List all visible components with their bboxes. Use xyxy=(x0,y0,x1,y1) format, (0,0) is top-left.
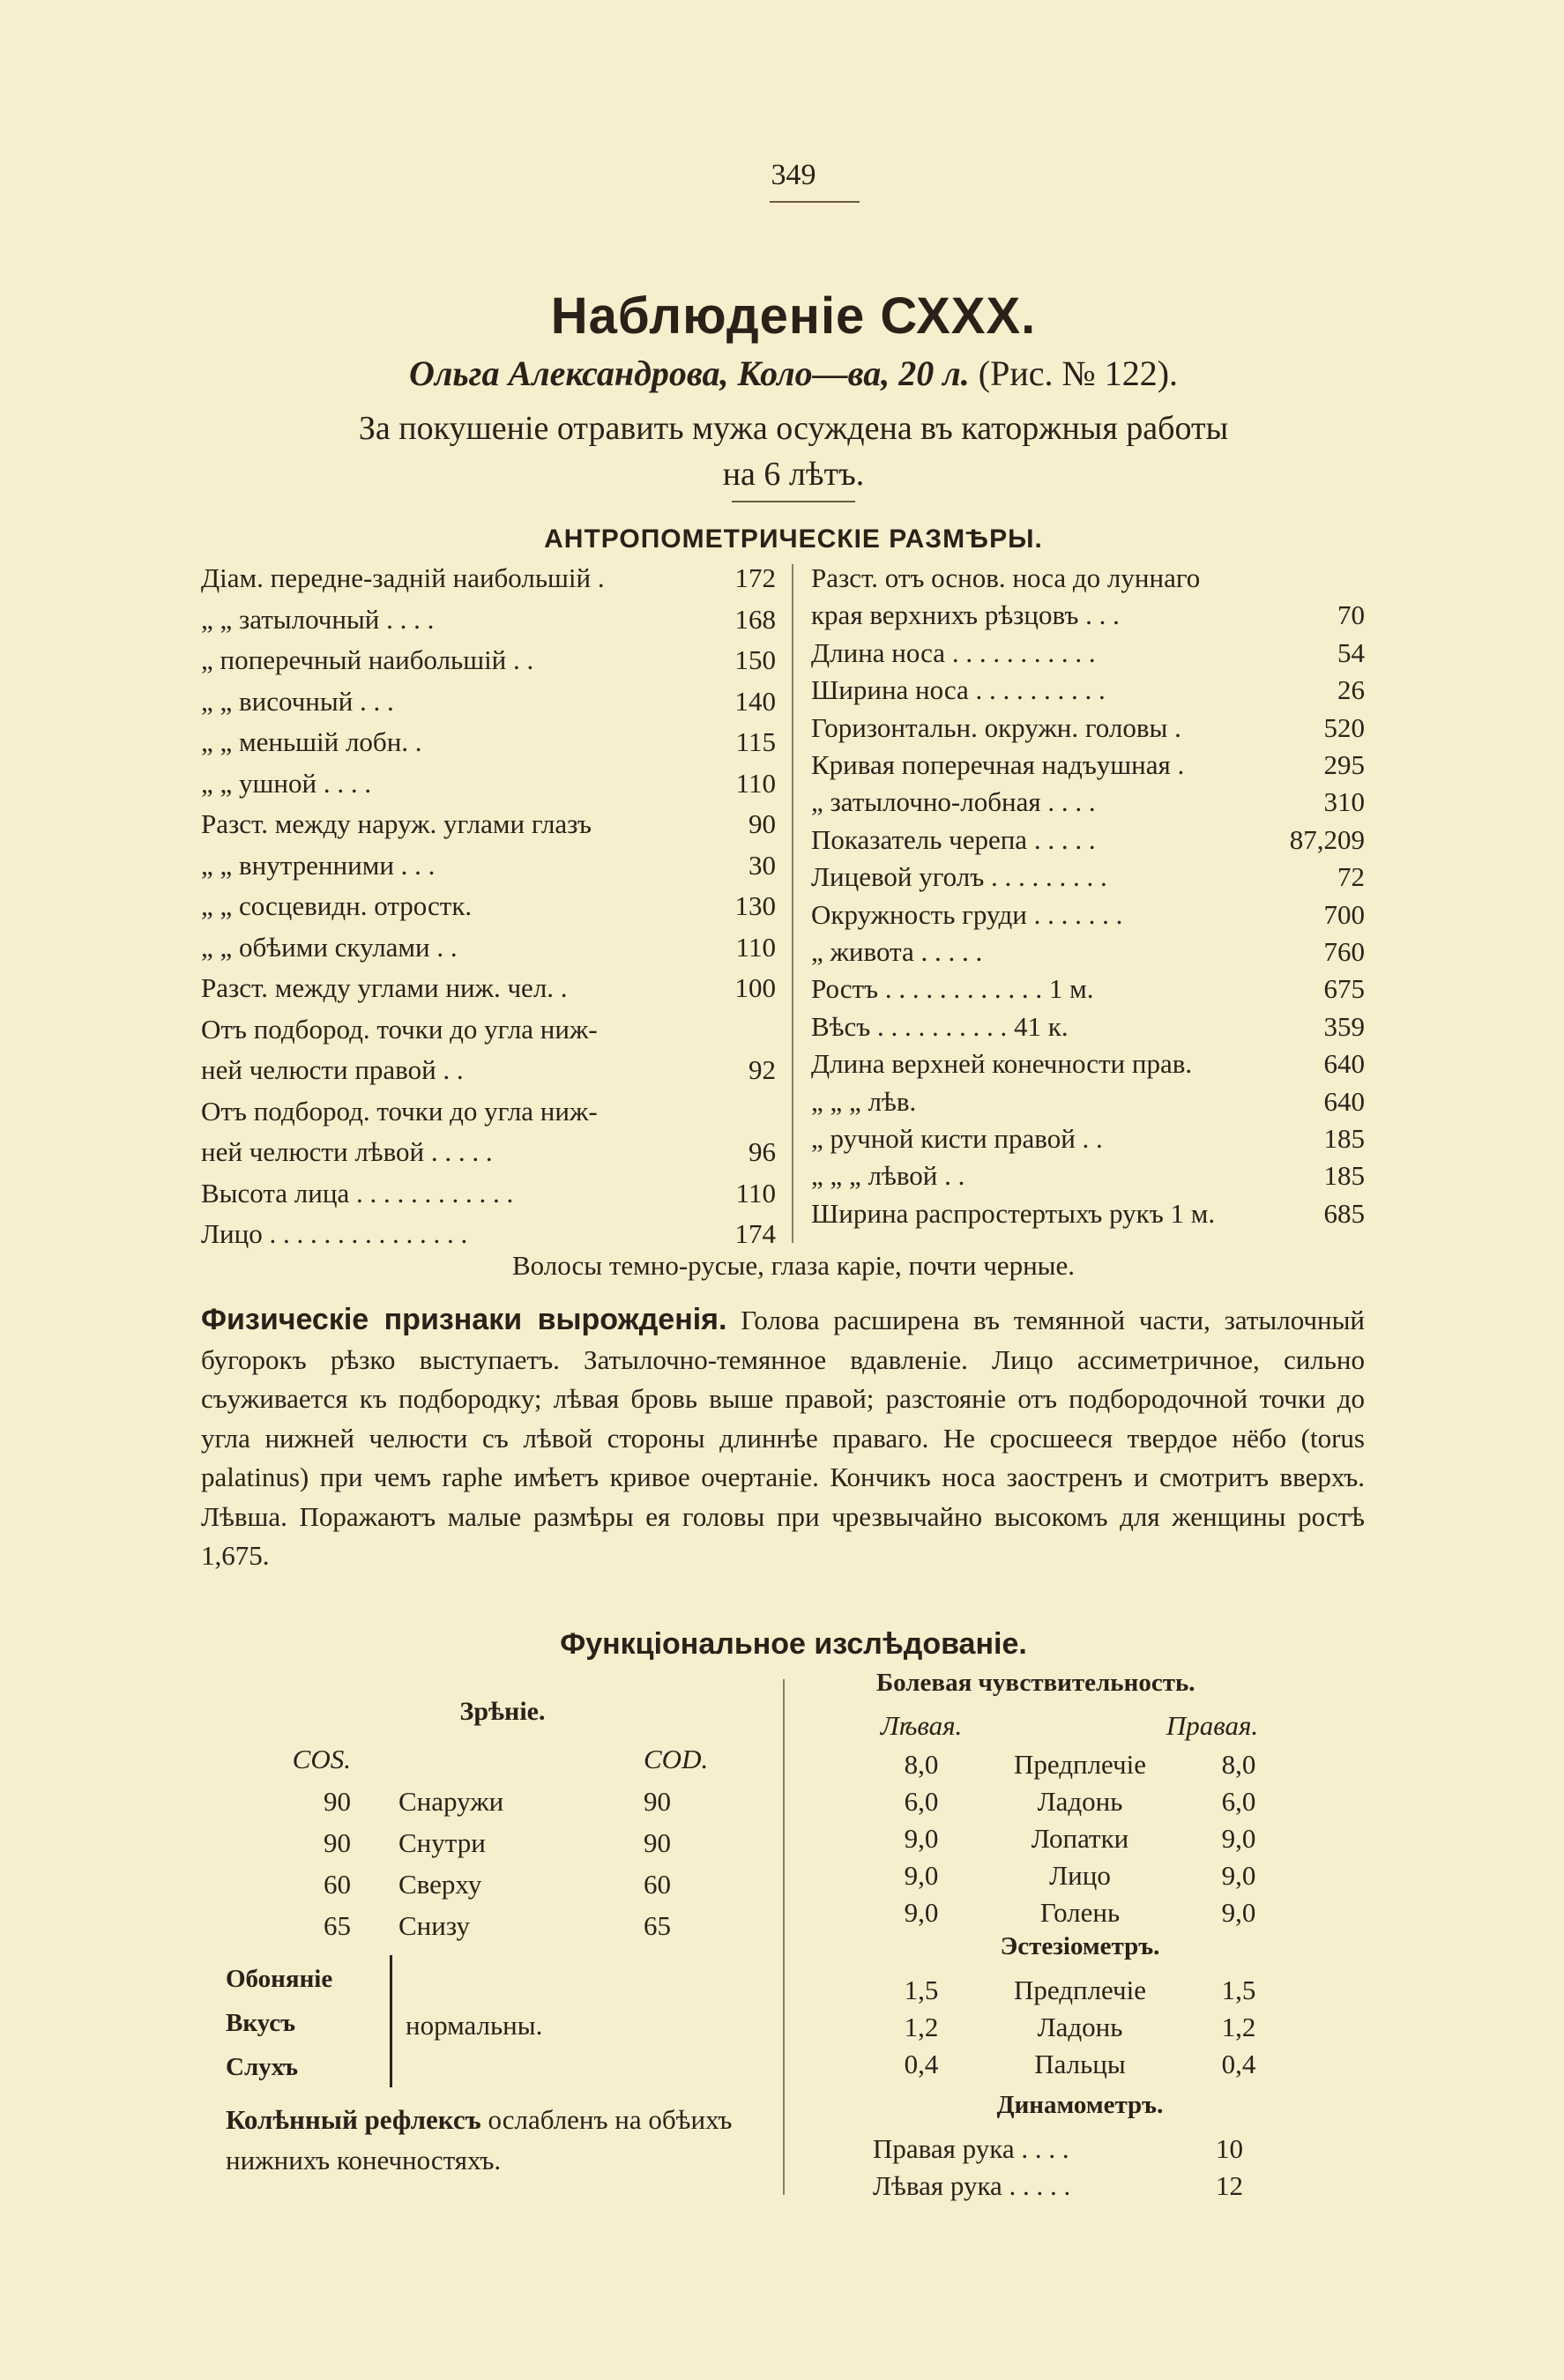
measurement-label: края верхнихъ рѣзцовъ . . . xyxy=(811,599,1120,631)
measurement-label: Длина верхней конечности прав. xyxy=(811,1048,1193,1080)
left-value: 0,4 xyxy=(904,2049,939,2079)
esthesiometer-heading: Эстезіометръ. xyxy=(1000,1932,1160,1960)
measurement-label: „ „ меньшій лобн. . xyxy=(201,726,422,757)
subject-name: Ольга Александрова, Коло—ва, 20 л. xyxy=(408,353,970,393)
body-part: Ладонь xyxy=(1037,1786,1123,1817)
measurement-value: 115 xyxy=(735,726,776,757)
page-number-rule xyxy=(770,201,860,203)
sense-taste: Вкусъ xyxy=(226,2009,296,2037)
subject-line xyxy=(0,353,1564,394)
measurement-value: 92 xyxy=(748,1054,776,1085)
sense-hearing: Слухъ xyxy=(226,2053,299,2081)
body-part: Предплечіе xyxy=(1013,1749,1147,1780)
measurement-value: 185 xyxy=(1323,1160,1365,1192)
esthesiometer-row xyxy=(873,2049,1287,2084)
observation-title: Наблюденіе СХХХ. xyxy=(550,287,1037,345)
vision-left-value: 60 xyxy=(324,1869,351,1900)
pain-side-headers xyxy=(873,1710,1287,1745)
hand-value: 10 xyxy=(1216,2133,1243,2164)
measurement-row xyxy=(811,1123,1365,1160)
measurement-value: 640 xyxy=(1323,1085,1365,1117)
measurement-label: Окружность груди . . . . . . . xyxy=(811,898,1123,930)
column-divider-lower xyxy=(783,1679,785,2195)
right-value: 9,0 xyxy=(1221,1897,1256,1928)
measurement-row xyxy=(811,936,1365,973)
measurement-row xyxy=(201,850,776,891)
measurement-label: „ затылочно-лобная . . . . xyxy=(811,786,1096,818)
measurement-row xyxy=(811,749,1365,786)
hand-label: Лѣвая рука . . . . . xyxy=(873,2170,1071,2201)
physical-signs-text: Голова расширена въ темянной части, затылочный бугорокъ рѣзко выступаетъ. Затылочно-темянное вдавленіе. Лицо ассиметричное, сильно съуживается къ подбородку; лѣвая бровь выше правой; разстояніе отъ подбородочной точки до угла нижней челюсти съ лѣвой стороны длиннѣе праваго. Не сросшееся твердое нёбо (torus palatinus) при чемъ raphe имѣетъ кривое очертаніе. Кончикъ носа заостренъ и смотритъ вверхъ. Лѣвша. Поражаютъ малые размѣры ея головы при чрезвычайно высокомъ для женщины ростѣ 1,675. xyxy=(201,1305,1365,1571)
measurement-row xyxy=(201,1014,776,1055)
body-part: Пальцы xyxy=(1034,2049,1126,2079)
measurement-label: Діам. передне-задній наибольшій . xyxy=(201,562,605,593)
measurement-label: „ ручной кисти правой . . xyxy=(811,1123,1103,1154)
measurement-row xyxy=(201,1096,776,1137)
vision-direction: Снизу xyxy=(398,1910,470,1941)
column-divider xyxy=(792,564,793,1243)
measurement-row xyxy=(811,562,1365,599)
measurement-row xyxy=(201,972,776,1014)
measurement-label: „ „ ушной . . . . xyxy=(201,767,372,799)
left-side-label: Лѣвая. xyxy=(880,1710,963,1741)
vision-direction: Снутри xyxy=(398,1827,486,1858)
measurement-label: Горизонтальн. окружн. головы . xyxy=(811,711,1181,743)
knee-reflex-note xyxy=(226,2100,772,2181)
vision-right-value: 60 xyxy=(644,1869,671,1900)
measurement-row xyxy=(811,973,1365,1010)
measurement-label: Лицевой уголъ . . . . . . . . . xyxy=(811,861,1107,893)
knee-reflex-label: Колѣнный рефлексъ xyxy=(226,2104,481,2135)
right-value: 1,5 xyxy=(1221,1975,1256,2005)
sentence-text xyxy=(220,405,1367,497)
measurement-row xyxy=(201,562,776,604)
measurement-value: 110 xyxy=(735,931,776,963)
measurement-value: 640 xyxy=(1323,1048,1365,1080)
measurement-value: 140 xyxy=(734,685,776,717)
measurement-label: Отъ подбород. точки до угла ниж- xyxy=(201,1095,598,1127)
measurement-row xyxy=(811,824,1365,861)
vision-col-right: COD. xyxy=(644,1744,709,1774)
measurement-label: Показатель черепа . . . . . xyxy=(811,823,1096,855)
measurement-row xyxy=(811,599,1365,636)
right-side-label: Правая. xyxy=(1166,1710,1259,1741)
measurement-row xyxy=(201,1178,776,1219)
measurement-row xyxy=(811,674,1365,711)
measurement-label: ней челюсти лѣвой . . . . . xyxy=(201,1136,493,1167)
right-value: 8,0 xyxy=(1221,1749,1256,1780)
page-number: 349 xyxy=(771,159,816,191)
vision-direction: Снаружи xyxy=(398,1786,504,1817)
sense-smell: Обоняніе xyxy=(226,1965,333,1993)
measurement-value: 174 xyxy=(734,1218,776,1249)
measurement-label: „ „ „ лѣв. xyxy=(811,1085,917,1117)
hand-value: 12 xyxy=(1216,2170,1243,2201)
right-value: 1,2 xyxy=(1221,2012,1256,2042)
sensitivity-row xyxy=(873,1786,1287,1821)
measurement-value: 26 xyxy=(1337,674,1365,706)
dynamometer-row xyxy=(873,2170,1243,2205)
measurement-label: „ „ затылочный . . . . xyxy=(201,603,435,635)
measurement-label: Разст. между наруж. углами глазъ xyxy=(201,808,592,839)
left-value: 1,5 xyxy=(904,1975,939,2005)
sentence-line-2: на 6 лѣтъ. xyxy=(722,456,865,493)
right-value: 0,4 xyxy=(1221,2049,1256,2079)
measurement-value: 185 xyxy=(1323,1123,1365,1154)
measurement-label: „ „ обѣими скулами . . xyxy=(201,931,458,963)
dynamometer-heading: Динамометръ. xyxy=(996,2091,1164,2119)
measurement-row xyxy=(811,637,1365,674)
measurement-value: 760 xyxy=(1323,936,1365,967)
sensitivity-row xyxy=(873,1897,1287,1932)
measurement-row xyxy=(811,899,1365,936)
measurement-label: Высота лица . . . . . . . . . . . . xyxy=(201,1177,514,1209)
brace-mark xyxy=(390,1955,403,2087)
vision-header-row xyxy=(264,1744,723,1782)
measurement-row xyxy=(201,1054,776,1096)
right-value: 9,0 xyxy=(1221,1823,1256,1854)
sensitivity-row xyxy=(873,1860,1287,1895)
measurement-value: 54 xyxy=(1337,636,1365,668)
vision-direction: Сверху xyxy=(398,1869,482,1900)
vision-right-value: 90 xyxy=(644,1786,671,1817)
measurement-label: Ширина распростертыхъ рукъ 1 м. xyxy=(811,1197,1216,1229)
measurement-row xyxy=(201,1136,776,1178)
body-part: Ладонь xyxy=(1037,2012,1123,2042)
left-value: 9,0 xyxy=(904,1897,939,1928)
vision-left-value: 65 xyxy=(324,1910,351,1941)
body-part: Лицо xyxy=(1049,1860,1111,1891)
vision-row xyxy=(264,1910,723,1949)
measurement-value: 310 xyxy=(1323,786,1365,818)
measurement-value: 150 xyxy=(734,644,776,675)
sensitivity-row xyxy=(873,1823,1287,1858)
subject-figure-ref: (Рис. № 122). xyxy=(978,353,1179,393)
body-part: Голень xyxy=(1039,1897,1121,1928)
measurement-label: Кривая поперечная надъушная . xyxy=(811,749,1185,780)
measurement-row xyxy=(811,712,1365,749)
measurement-label: Разст. отъ основ. носа до луннаго xyxy=(811,562,1201,593)
measurement-value: 130 xyxy=(734,890,776,921)
measurement-value: 87,209 xyxy=(1289,823,1365,855)
vision-left-value: 90 xyxy=(324,1786,351,1817)
measurement-row xyxy=(811,1086,1365,1123)
hair-eyes-note: Волосы темно-русые, глаза каріе, почти черные. xyxy=(511,1250,1075,1281)
measurement-label: Ширина носа . . . . . . . . . . xyxy=(811,674,1106,706)
dynamometer-row xyxy=(873,2133,1243,2168)
measurement-label: Вѣсъ . . . . . . . . . . 41 к. xyxy=(811,1010,1069,1042)
vision-heading: Зрѣніе. xyxy=(459,1697,546,1726)
measurement-row xyxy=(201,726,776,768)
physical-signs-paragraph xyxy=(201,1300,1365,1576)
measurement-value: 295 xyxy=(1323,749,1365,780)
measurement-row xyxy=(201,644,776,686)
measurement-value: 110 xyxy=(735,1177,776,1209)
measurement-value: 72 xyxy=(1337,861,1365,893)
section-rule xyxy=(732,501,855,502)
measurement-row xyxy=(201,604,776,645)
measurement-label: Лицо . . . . . . . . . . . . . . . xyxy=(201,1218,468,1249)
sentence-line-1: За покушеніе отравить мужа осуждена въ каторжныя работы xyxy=(358,410,1229,447)
measurement-value: 685 xyxy=(1323,1197,1365,1229)
left-value: 6,0 xyxy=(904,1786,939,1817)
measurement-label: „ „ „ лѣвой . . xyxy=(811,1160,965,1192)
vision-right-value: 65 xyxy=(644,1910,671,1941)
measurement-label: „ живота . . . . . xyxy=(811,936,983,967)
esthesiometer-row xyxy=(873,1975,1287,2010)
functional-heading: Функціональное изслѣдованіе. xyxy=(560,1627,1027,1661)
hand-label: Правая рука . . . . xyxy=(873,2133,1069,2164)
measurement-value: 110 xyxy=(735,767,776,799)
measurement-value: 30 xyxy=(748,849,776,881)
measurement-label: „ „ внутренними . . . xyxy=(201,849,436,881)
vision-right-value: 90 xyxy=(644,1827,671,1858)
measurement-row xyxy=(201,686,776,727)
pain-sensitivity-heading: Болевая чувствительность. xyxy=(876,1669,1195,1697)
measurement-label: ней челюсти правой . . xyxy=(201,1054,464,1085)
measurement-row xyxy=(201,768,776,809)
measurement-row xyxy=(811,861,1365,898)
senses-result: нормальны. xyxy=(406,2010,543,2041)
left-value: 1,2 xyxy=(904,2012,939,2042)
measurement-value: 172 xyxy=(734,562,776,593)
vision-left-value: 90 xyxy=(324,1827,351,1858)
measurement-row xyxy=(201,890,776,932)
measurement-value: 96 xyxy=(748,1136,776,1167)
measurement-row xyxy=(201,808,776,850)
measurement-row xyxy=(811,1160,1365,1197)
measurement-label: „ „ сосцевидн. отростк. xyxy=(201,890,473,921)
body-part: Лопатки xyxy=(1031,1823,1129,1854)
measurement-value: 100 xyxy=(734,972,776,1003)
sensitivity-row xyxy=(873,1749,1287,1784)
measurement-row xyxy=(811,786,1365,823)
measurement-row xyxy=(201,932,776,973)
measurement-label: Ростъ . . . . . . . . . . . . 1 м. xyxy=(811,973,1094,1005)
vision-row xyxy=(264,1786,723,1825)
measurement-value: 70 xyxy=(1337,599,1365,631)
senses-list xyxy=(226,1957,332,2089)
measurement-value: 90 xyxy=(748,808,776,839)
left-value: 9,0 xyxy=(904,1823,939,1854)
measurement-label: Разст. между углами ниж. чел. . xyxy=(201,972,568,1003)
measurement-value: 520 xyxy=(1323,711,1365,743)
measurement-value: 700 xyxy=(1323,898,1365,930)
vision-row xyxy=(264,1869,723,1908)
vision-row xyxy=(264,1827,723,1866)
body-part: Предплечіе xyxy=(1013,1975,1147,2005)
right-value: 6,0 xyxy=(1221,1786,1256,1817)
measurement-row xyxy=(811,1048,1365,1085)
knee-reflex-text: ослабленъ на обѣихъ нижнихъ конечностяхъ. xyxy=(226,2104,733,2175)
measurement-label: „ поперечный наибольшій . . xyxy=(201,644,534,675)
right-value: 9,0 xyxy=(1221,1860,1256,1891)
measurement-label: Длина носа . . . . . . . . . . . xyxy=(811,636,1096,668)
physical-signs-heading: Физическіе признаки вырожденія. xyxy=(201,1303,727,1336)
measurement-value: 359 xyxy=(1323,1010,1365,1042)
measurement-label: „ „ височный . . . xyxy=(201,685,394,717)
measurement-value: 675 xyxy=(1323,973,1365,1005)
measurement-label: Отъ подбород. точки до угла ниж- xyxy=(201,1013,598,1045)
left-value: 8,0 xyxy=(904,1749,939,1780)
measurement-value: 168 xyxy=(734,603,776,635)
measurement-row xyxy=(811,1198,1365,1235)
left-value: 9,0 xyxy=(904,1860,939,1891)
anthropometric-heading: АНТРОПОМЕТРИЧЕСКІЕ РАЗМѢРЫ. xyxy=(544,524,1043,554)
measurement-row xyxy=(811,1011,1365,1048)
vision-col-left: COS. xyxy=(292,1744,351,1774)
esthesiometer-row xyxy=(873,2012,1287,2047)
